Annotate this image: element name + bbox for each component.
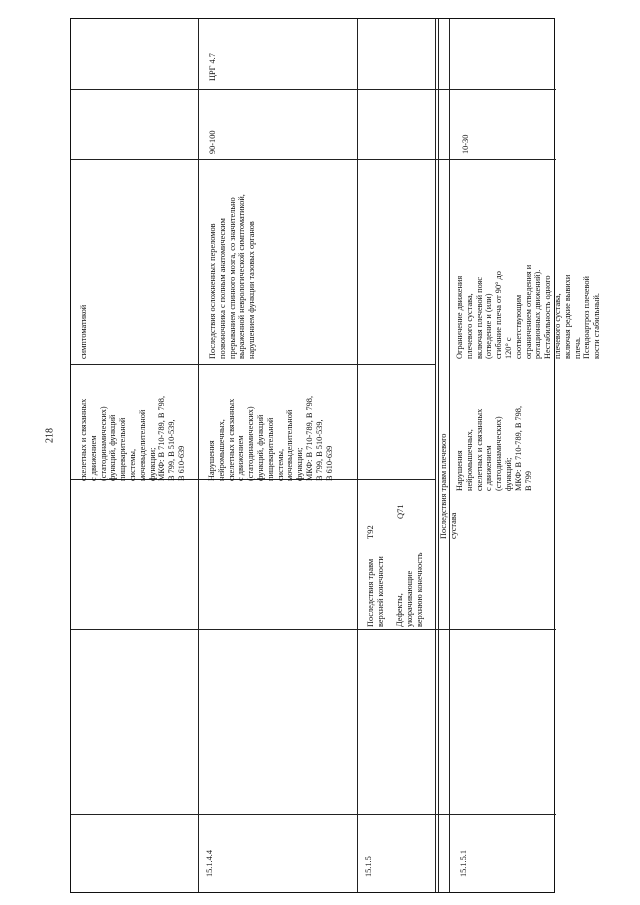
- column-divider: [198, 19, 199, 892]
- column-divider: [357, 19, 358, 892]
- row-2-criteria: Последствия осложненных переломов позвоночника с полным анатомическим прерыванием спинного мозга, со значительно выраженной неврологической симптоматикой, нарушением функции тазовых органов: [208, 194, 257, 359]
- row-divider: [71, 89, 556, 90]
- row-5-functions: Нарушения нейромышечных, скелетных и связанных с движением (статодинамических) функций; МКФ: В 710-789, В 798, В 799: [455, 405, 533, 491]
- row-2-reference: ЦРГ 4.7: [208, 53, 217, 81]
- row-3-icd-t92: T92: [365, 525, 375, 539]
- section-heading: Последствия травм плечевого сустава: [439, 433, 458, 539]
- row-3-icd-q71: Q71: [395, 504, 405, 519]
- row-2-functions: Нарушения нейромышечных, скелетных и связанных с движением (статодинамических) функций, функций пищеварительной системы, мочевыделительной функции; МКФ: В 710-789, В 798, В 799, В 510-539, В 610-639: [207, 395, 334, 481]
- row-5-code: 15.1.5.1: [459, 850, 468, 877]
- row-5-criteria: Ограничение движения плечевого сустава, включая плечевой пояс (отведение и (или) сгибание плеча от 90° до 120° с соответствующим ограничением отведения и ротационных движений). Нестабильность одного плечевого сустава, включая редкие вывихи плеча. Псевдоартроз плечевой кости стабильный.: [455, 264, 602, 359]
- row-divider: [71, 159, 556, 160]
- row-2-code: 15.1.4.4: [205, 850, 214, 877]
- row-divider: [71, 364, 435, 365]
- row-5-percent: 10-30: [461, 134, 470, 154]
- page-number: 218: [44, 428, 56, 443]
- row-divider: [71, 629, 556, 630]
- row-1-criteria: симптоматикой: [79, 304, 88, 359]
- row-divider: [71, 814, 556, 815]
- row-3-name: Последствия травм верхней конечности Дефекты, укорачивающие верхнюю конечность: [366, 552, 424, 627]
- row-2-percent: 90-100: [208, 130, 217, 154]
- column-divider: [435, 19, 436, 892]
- criteria-table: [70, 18, 602, 893]
- row-3-code: 15.1.5: [364, 856, 373, 877]
- row-1-functions: скелетных и связанных с движением (статодинамических) функций, функций пищеварительной системы, мочевыделительной функции; МКФ: В 710-789, В 798, В 799, В 510-539, В 610-639: [79, 395, 186, 481]
